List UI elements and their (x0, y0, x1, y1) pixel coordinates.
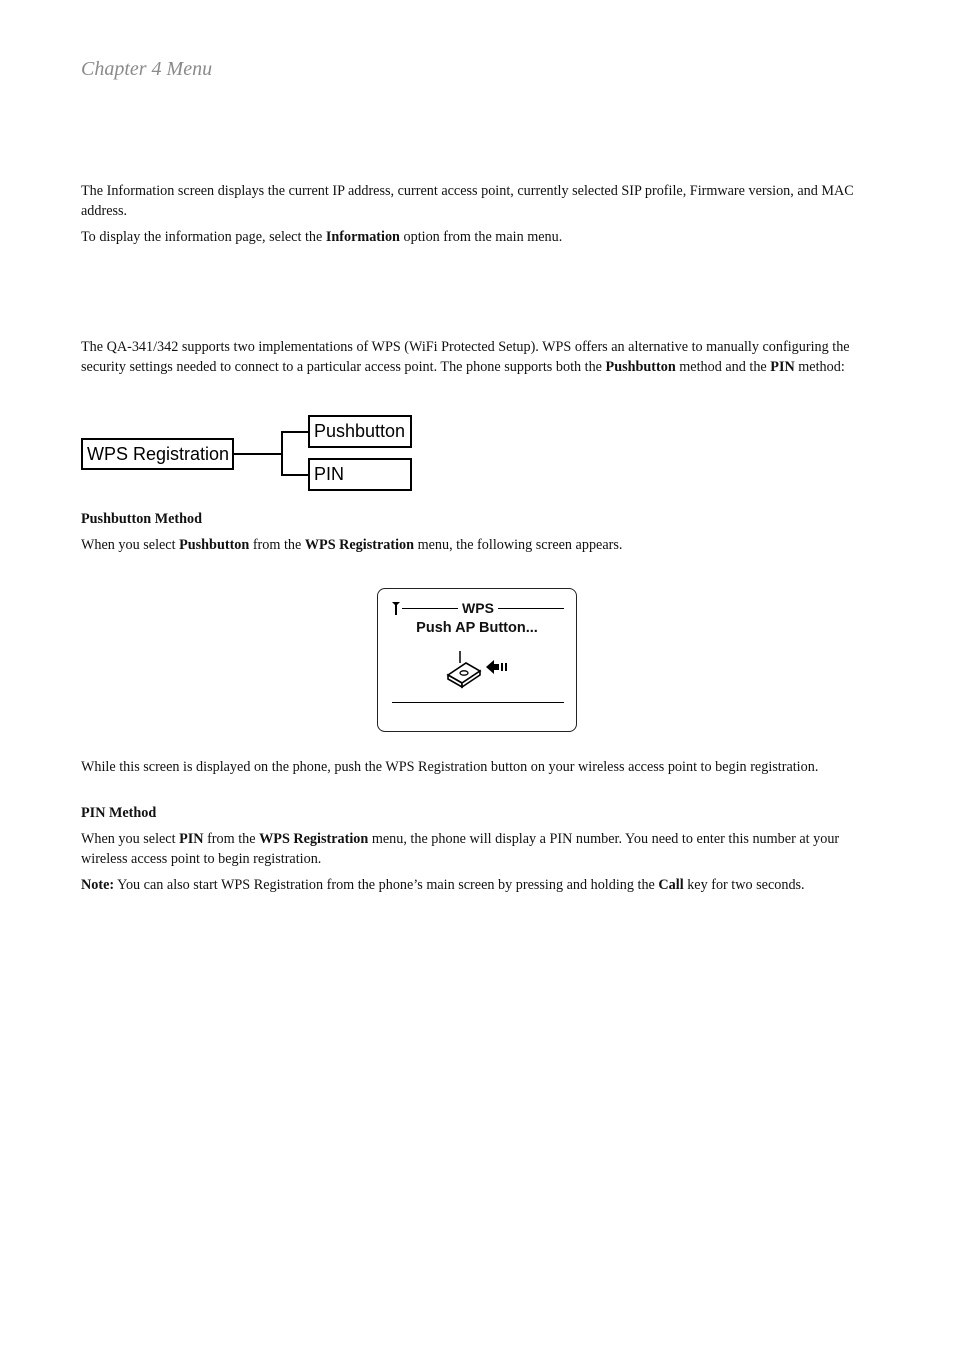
wps-menu-diagram (81, 415, 413, 491)
note-paragraph: Note: You can also start WPS Registration from the phone’s main screen by pressing and holding the Call key for two seconds. (81, 877, 805, 893)
chapter-header: Chapter 4 Menu (81, 58, 213, 80)
phone-screen-mockup (377, 588, 577, 732)
arrow-icon (486, 660, 510, 674)
title-rule-right (498, 608, 564, 609)
screen-title-row (392, 599, 564, 617)
pin-box: PIN (308, 458, 412, 491)
connector-line (281, 431, 283, 475)
connector-line (281, 431, 308, 433)
connector-line (281, 474, 308, 476)
screen-bottom-rule (392, 702, 564, 703)
information-instruction: To display the information page, select the Information option from the main menu. (81, 229, 563, 245)
screen-title: WPS (462, 600, 494, 616)
pushbutton-box: Pushbutton (308, 415, 412, 448)
title-rule-left (402, 608, 458, 609)
pin-description: When you select PIN from the WPS Registration menu, the phone will display a PIN number. You need to enter this number at your wireless access point to begin registration. (81, 831, 840, 867)
pushbutton-instruction: While this screen is displayed on the phone, push the WPS Registration button on your wireless access point to begin registration. (81, 759, 819, 775)
pushbutton-method-heading: Pushbutton Method (81, 511, 203, 527)
connector-line (234, 453, 282, 455)
screen-status-text: Push AP Button... (416, 620, 538, 636)
pushbutton-description: When you select Pushbutton from the WPS Registration menu, the following screen appears. (81, 537, 623, 553)
wps-registration-box: WPS Registration (81, 438, 234, 470)
information-description: The Information screen displays the current IP address, current access point, currently selected SIP profile, Firmware version, and MAC address. (81, 183, 854, 219)
signal-icon (392, 601, 400, 615)
wps-description: The QA-341/342 supports two implementations of WPS (WiFi Protected Setup). WPS offers an alternative to manually configuring the security settings needed to connect to a particular access point. The phone supports both the Pushbutton method and the PIN method: (81, 339, 850, 375)
pin-method-heading: PIN Method (81, 805, 157, 821)
